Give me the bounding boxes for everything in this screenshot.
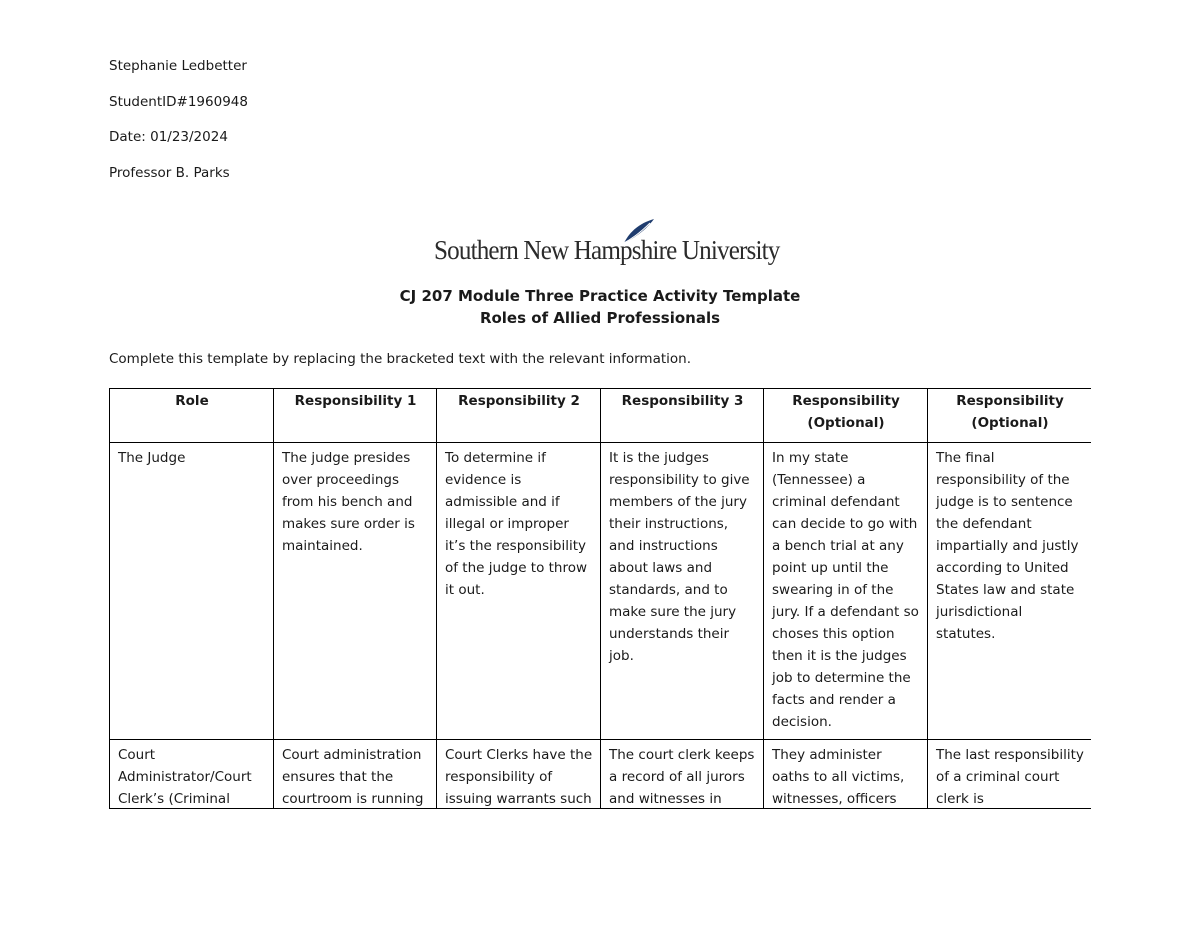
- table-row: [110, 443, 1092, 740]
- instruction-text: Complete this template by replacing the bracketed text with the relevant information.: [109, 351, 692, 367]
- column-header: Role: [110, 389, 274, 443]
- table-cell: The court clerk keeps a record of all jurors and witnesses in: [601, 740, 764, 810]
- roles-table-container: [109, 388, 1091, 809]
- document-subtitle: Roles of Allied Professionals: [479, 309, 721, 327]
- university-logo: [434, 219, 780, 269]
- table-cell: Court Clerks have the responsibility of issuing warrants such: [437, 740, 601, 810]
- professor-line: Professor B. Parks: [109, 165, 230, 181]
- column-header: Responsibility 1: [274, 389, 437, 443]
- table-cell: To determine if evidence is admissible and if illegal or improper it’s the responsibility of the judge to throw it out.: [437, 443, 601, 740]
- table-cell: It is the judges responsibility to give members of the jury their instructions, and instructions about laws and standards, and to make sure the jury understands their job.: [601, 443, 764, 740]
- table-cell: In my state (Tennessee) a criminal defendant can decide to go with a bench trial at any point up until the swearing in of the jury. If a defendant so choses this option then it is the judges job to determine the facts and render a decision.: [764, 443, 928, 740]
- table-cell: The final responsibility of the judge is to sentence the defendant impartially and justly according to United States law and state jurisdictional statutes.: [928, 443, 1092, 740]
- date-line: Date: 01/23/2024: [109, 129, 228, 145]
- column-header: Responsibility (Optional): [764, 389, 928, 443]
- university-logo-text: Southern New Hampshire University: [434, 235, 780, 265]
- column-header: Responsibility (Optional): [928, 389, 1092, 443]
- table-cell: The judge presides over proceedings from his bench and makes sure order is maintained.: [274, 443, 437, 740]
- column-header: Responsibility 3: [601, 389, 764, 443]
- student-id: StudentID#1960948: [109, 94, 248, 110]
- document-title: CJ 207 Module Three Practice Activity Template: [399, 287, 801, 305]
- table-cell: They administer oaths to all victims, witnesses, officers: [764, 740, 928, 810]
- table-cell: Court Administrator/Court Clerk’s (Criminal: [110, 740, 274, 810]
- roles-table: [109, 388, 1091, 809]
- column-header: Responsibility 2: [437, 389, 601, 443]
- table-row: [110, 740, 1092, 810]
- table-cell: The Judge: [110, 443, 274, 740]
- author-name: Stephanie Ledbetter: [109, 58, 247, 74]
- table-header-row: [110, 389, 1092, 443]
- table-cell: Court administration ensures that the courtroom is running: [274, 740, 437, 810]
- table-cell: The last responsibility of a criminal court clerk is: [928, 740, 1092, 810]
